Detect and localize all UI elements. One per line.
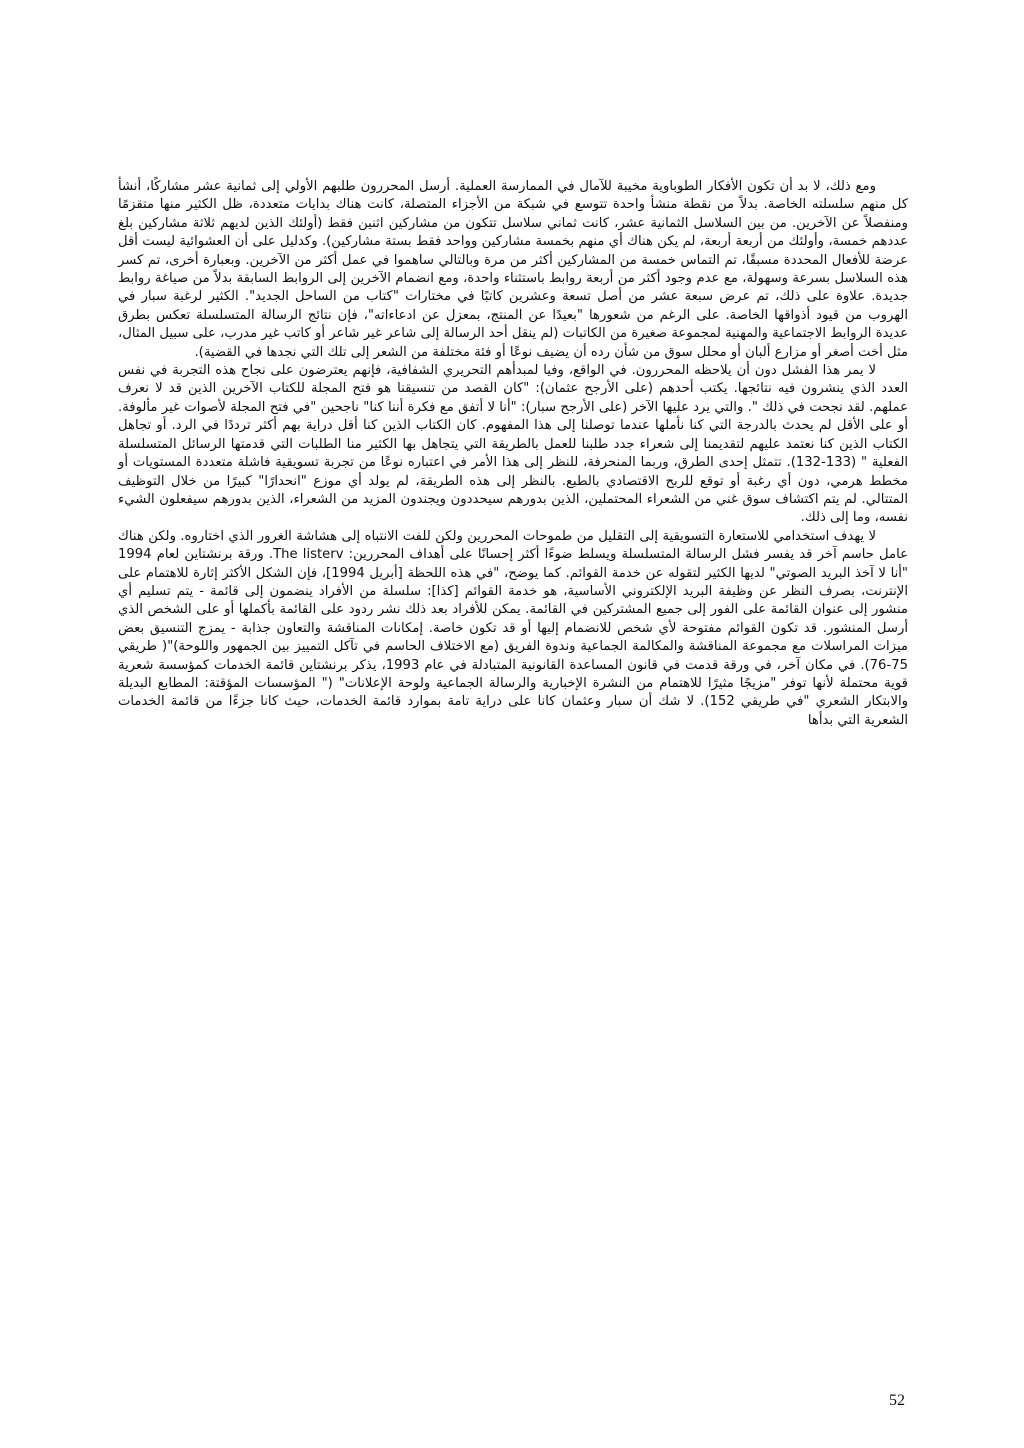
body-text (118, 178, 908, 730)
page-number: 52 (889, 1392, 905, 1409)
paragraph-2: لا يمر هذا الفشل دون أن يلاحظه المحررون. في الواقع، وفيا لمبدأهم التحريري الشفافية، فإنهم يعترضون على نجاح هذه التجربة في نفس العدد الذي ينشرون فيه نتائجها. يكتب أحدهم (على الأرجح عثمان): "كان القصد من تنسيقنا هو فتح المجلة للكتاب الآخرين الذين قد لا نعرف عملهم. لقد نجحت في ذلك ". والتي يرد عليها الآخر (على الأرجح سبار): "أنا لا أتفق مع فكرة أننا كنا" ناجحين "في فتح المجلة لأصوات غير مألوفة. أو على الأقل لم يحدث بالدرجة التي كنا نأملها عندما توصلنا إلى هذا المفهوم. كان الكتاب الذين كنا أقل دراية بهم أكثر ترددًا في الرد. أو تجاهل الكتاب الذين كنا نعتمد عليهم لتقديمنا إلى شعراء جدد طلبنا للعمل بالطريقة التي يتجاهل بها الكثير منا الطلبات التي قدمتها الرسائل المتسلسلة الفعلية " (133-132). تتمثل إحدى الطرق، وربما المنحرفة، للنظر إلى هذا الأمر في اعتباره نوعًا من تجربة تسويقية فاشلة متعددة المستويات أو مخطط هرمي، دون أي رغبة أو توقع للربح الاقتصادي بالطبع. بالنظر إلى هذه الطريقة، لم يولد أي موزع "انحدارًا" كبيرًا من خلال التوظيف المتتالي. لم يتم اكتشاف سوق غني من الشعراء المحتملين، الذين بدورهم سيحددون ويجندون المزيد من الشعراء، الذين بدورهم سيفعلون الشيء نفسه، وما إلى ذلك. (118, 363, 908, 526)
paragraph-3: لا يهدف استخدامي للاستعارة التسويقية إلى التقليل من طموحات المحررين ولكن للفت الانتباه إلى هشاشة الغرور الذي اختاروه. ولكن هناك عامل حاسم آخر قد يفسر فشل الرسالة المتسلسلة ويسلط ضوءًا أكثر إحسانًا على أهداف المحررين: The listerv. ورقة برنشتاين لعام 1994 "أنا لا آخذ البريد الصوتي" لديها الكثير لتقوله عن خدمة القوائم. كما يوضح، "في هذه اللحظة [أبريل 1994]، فإن الشكل الأكثر إثارة للاهتمام على الإنترنت، بصرف النظر عن وظيفة البريد الإلكتروني الأساسية، هو خدمة القوائم [كذا]: سلسلة من الأفراد ينضمون إلى قائمة - يتم تسليم أي منشور إلى عنوان القائمة على الفور إلى جميع المشتركين في القائمة. يمكن للأفراد بعد ذلك نشر ردود على القائمة بأكملها أو على الشخص الذي أرسل المنشور. قد تكون القوائم مفتوحة لأي شخص للانضمام إليها أو قد تكون خاصة. إمكانات المناقشة والتعاون جذابة - يمزج التنسيق بعض ميزات المراسلات مع مجموعة المناقشة والمكالمة الجماعية وندوة الفريق (مع الاختلاف الحاسم في تآكل التمييز بين الجمهور واللوحة)"( طريقي 75-76). في مكان آخر، في ورقة قدمت في قانون المساعدة القانونية المتبادلة في عام 1993، يذكر برنشتاين قائمة الخدمات كمؤسسة شعرية قوية محتملة لأنها توفر "مزيجًا مثيرًا للاهتمام من النشرة الإخبارية والرسالة الجماعية ولوحة الإعلانات" (" المؤسسات المؤقتة: المطابع البديلة والابتكار الشعري "في طريقي 152). لا شك أن سبار وعثمان كانا على دراية تامة بموارد قائمة الخدمات، حيث كانا جزءًا من قائمة الخدمات الشعرية التي بدأها (118, 528, 908, 728)
paragraph-1: ومع ذلك، لا بد أن تكون الأفكار الطوباوية مخيبة للآمال في الممارسة العملية. أرسل المحررون طلبهم الأولي إلى ثمانية عشر مشاركًا، أنشأ كل منهم سلسلته الخاصة. بدلاً من نقطة منشأ واحدة تتوسع في شبكة من الأجزاء المتصلة، كانت هناك بدايات متعددة، ظل الكثير منها متقزمًا ومنفصلاً عن الآخرين. من بين السلاسل الثمانية عشر، كانت ثماني سلاسل تتكون من مشاركين اثنين فقط (أولئك الذين لديهم ثلاثة مشاركين بلغ عددهم خمسة، وأولئك من أربعة أربعة، لم يكن هناك أي منهم بخمسة مشاركين وواحد فقط بستة مشاركين). وكدليل على أن العشوائية ليست أقل عرضة للأفعال المحددة مسبقًا، تم التماس خمسة من المشاركين أكثر من مرة وبالتالي ساهموا في عمل أكثر من الآخرين. وبعبارة أخرى، تم كسر هذه السلاسل بسرعة وسهولة، مع عدم وجود أكثر من أربعة روابط باستثناء واحدة، ومع انضمام الآخرين إلى الروابط السابقة بدلاً من صياغة روابط جديدة. علاوة على ذلك، تم عرض سبعة عشر من أصل تسعة وعشرين كاتبًا في مختارات "كتاب من الساحل الجديد". الكثير لرغبة سبار في الهروب من قيود أذواقها الخاصة. على الرغم من شعورها "بعيدًا عن المنتج، بمعزل عن ادعاءاته"، فإن نتائج الرسالة المتسلسلة تعكس بطرق عديدة الروابط الاجتماعية والمهنية لمجموعة صغيرة من الكاتبات (لم ينقل أحد الرسالة إلى شاعر غير شاعر أو كاتب غير مدرب، على سبيل المثال، مثل أخت أصغر أو مزارع ألبان أو محلل سوق من شأن رده أن يضيف نوعًا أو فئة مختلفة من الشعر إلى تلك التي نجدها في القضية). (118, 179, 908, 360)
